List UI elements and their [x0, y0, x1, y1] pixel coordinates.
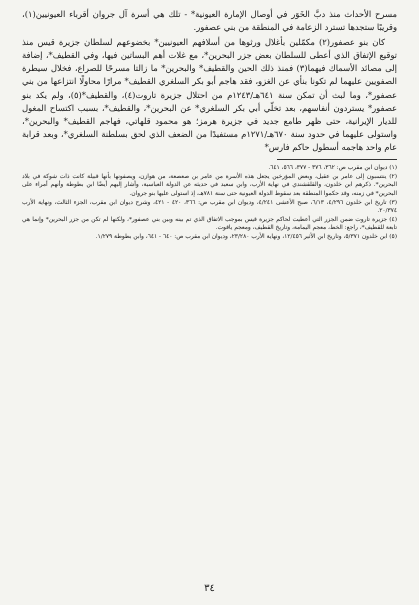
footnote: (٣) تاريخ ابن خلدون ٤/٢٩٦، ٦/١٣، صبح الأعشى ٤/٢٤١، وديوان ابن مقرب ص: ٣٦٦، ٤٢٠ - ٤٢١، وشرح ديوان ابن مقرب، الجزء الثالث، ونهاية الأرب ٢٠/٣٧٤. — [22, 199, 398, 214]
footnote: (١) ديوان ابن مقرب ص: ٣٦٢، ٣٧٦ - ٣٧٧، ٥٦٦، ٦٤١. — [268, 165, 397, 172]
document-page — [22, 8, 397, 242]
main-text — [22, 8, 397, 154]
page-number: ٣٤ — [204, 583, 215, 594]
footnote: (٥) ابن خلدون ٥/٣٧١، وتاريخ ابن الأثير ١٢/٤٥٦، ونهاية الأرب ٢٣/٢٨٠، وديوان ابن مقرب ص: ٦٤٠ - ٦٤١، وابن بطوطة ١/٢٧٩. — [95, 234, 397, 241]
body-paragraph: كان بنو عصفور(٢) مكمّلين بأغلال ورثوها من أسلافهم العيونيين* بخضوعهم لسلطان جزيرة قيس منذ توقيع الإتفاق الذي أعطى للسلطان بعض جزر البحرين*، مع غلات أهم البساتين فيها، وفي القطيف*، إضافة إلى مصائد الأسماك فيهما(٣) فمنذ ذلك الحين والقطيف* والبحرين* ما زالتا مسرحًا للصراع، فخلال سيطرة الصفويين عليهما لم تكونا بنأي عن الغزو، فقد هاجم أبو بكر السلغري القطيف* مرارًا محاولًا انتزاعها من بني عصفور*، وما لبث أن تمكن سنة ٦٤١هـ/١٢٤٣م من احتلال جزيرة تاروت(٤)، والقطيف*(٥)، ولم يكد بنو عصفور* يستردون أنفاسهم، بعد تخلّي أبي بكر السلغري* عن البحرين*، والقطيف*، بسبب اكتساح المغول للديار الإيرانية، حتى ظهر طامع جديد في جزيرة هرمز؛ هو محمود قلهاتي، فهاجم القطيف* والبحرين*، واستولى عليهما في حدود سنة ٦٧٠هـ/١٢٧١م مستفيدًا من الضعف الذي لحق بسلطنة السلغري*، وبعد قرابة عام واحد هاجمه أسطول حاكم فارس* — [22, 37, 397, 152]
footnote: (٤) جزيرة تاروت ضمن الجزر التي أعطيت لحاكم جزيرة قيس بموجب الاتفاق الذي تم بينه وبين بني عصفور*، ولكنها لم تكن من جزر البحرين* وإنما هي تابعة للقطيف*، راجع: الخط، معجم اليمامة، وتاريخ القطيف، ومعجم ياقوت. — [22, 216, 397, 232]
footnotes — [22, 164, 397, 241]
footnote-separator — [277, 159, 397, 160]
footnote: (٢) ينتسبون إلى عامر بن عقيل، وبعض المؤرخين يجعل هذه الأسرة من عامر بن صعصعة، من هوازن، ويصفونها بأنها قبيلة كانت ذات شوكة في بلاد البحرين*. ذكرهم ابن خلدون، والقلقشندي في نهاية الأرب، وابن سعيد في حديثه عن الدولة العباسية، وأشار إليهم أيضًا ابن بطوطة وأنهم أمراء على البحرين* في زمنه، وقد حكموا المنطقة بعد سقوط الدولة العيونية حتى سنة ٧٨١هـ، إذ استولى عليها بنو جروان. — [22, 174, 397, 197]
body-paragraph: مسرح الأحداث منذ دبَّ الخَوَر في أوصال الإمارة العيونية* - تلك هي أسرة آل جروان أقرباء العيونيين(١)، وقريبًا ستجدها تسترد الزعامة في المنطقة من بني عصفور. — [22, 9, 397, 33]
